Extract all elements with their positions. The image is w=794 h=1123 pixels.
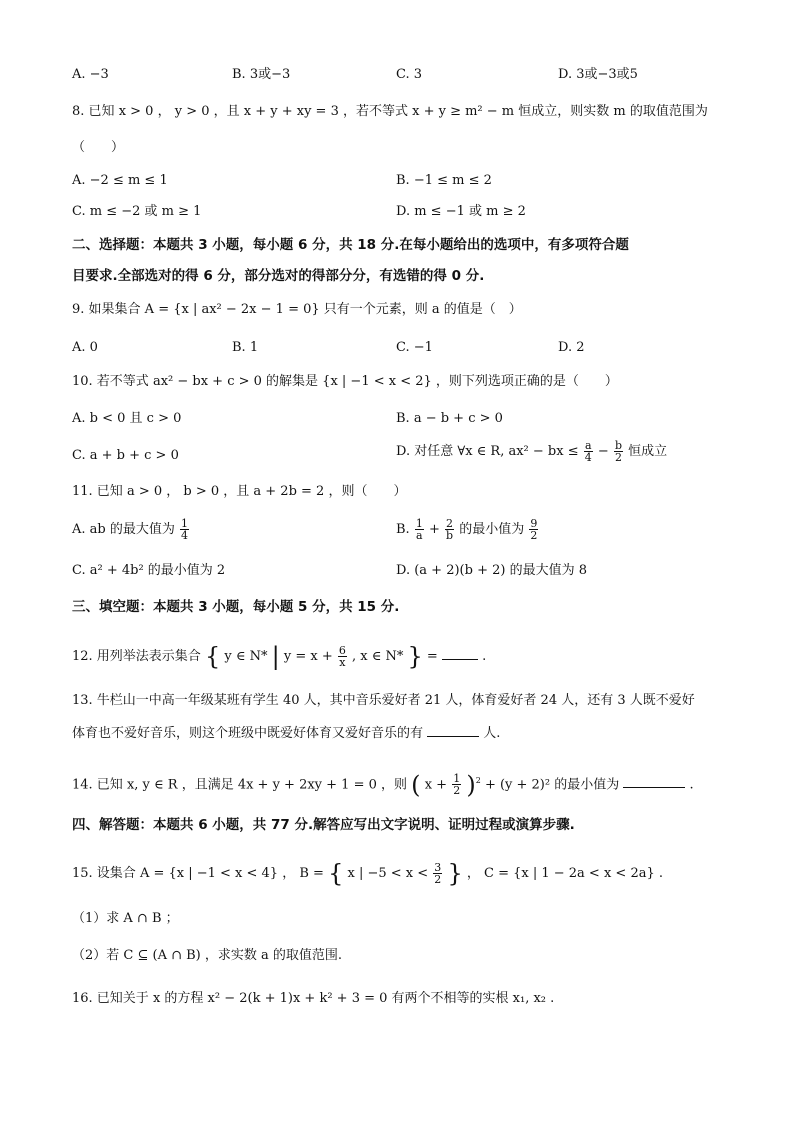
q12-end: . xyxy=(482,649,487,664)
q15-stem-a: 15. 设集合 A = {x | −1 < x < 4} ， B = xyxy=(72,866,324,881)
q16-stem: 16. 已知关于 x 的方程 x² − 2(k + 1)x + k² + 3 = 0 有两个不相等的实根 x₁, x₂ . xyxy=(72,991,555,1006)
q11-option-a xyxy=(72,518,190,541)
q14-end: . xyxy=(689,777,694,793)
section4-heading: 四、解答题：本题共 6 小题，共 77 分.解答应写出文字说明、证明过程或演算步骤. xyxy=(72,817,575,833)
q14-answer-blank[interactable] xyxy=(623,775,685,788)
q12-set-right-b: , x ∈ N* xyxy=(352,649,404,664)
section2-heading-line2: 目要求.全部选对的得 6 分，部分选对的得部分分，有选错的得 0 分. xyxy=(72,268,485,284)
q8-paren: （ ） xyxy=(72,140,125,155)
q10-stem: 10. 若不等式 ax² − bx + c > 0 的解集是 {x | −1 < x < 2} ，则下列选项正确的是（ ） xyxy=(72,374,618,389)
q15-stem xyxy=(72,859,663,888)
q10-option-a: A. b < 0 且 c > 0 xyxy=(72,411,182,426)
q14-stem-text: 14. 已知 x, y ∈ R ，且满足 4x + y + 2xy + 1 = 0 ，则 xyxy=(72,777,408,793)
q9-option-a: A. 0 xyxy=(72,340,98,355)
q7-option-a: A. −3 xyxy=(72,67,109,82)
q11-stem: 11. 已知 a > 0 ， b > 0 ，且 a + 2b = 2 ，则（ ） xyxy=(72,484,407,499)
q8-option-a: A. −2 ≤ m ≤ 1 xyxy=(72,173,168,188)
section2-heading-line1: 二、选择题：本题共 3 小题，每小题 6 分，共 18 分.在每小题给出的选项中，有多项符合题 xyxy=(72,237,629,253)
q12-stem-text: 12. 用列举法表示集合 xyxy=(72,649,201,664)
q11-b-fraction-2: $\frac{2}{b}$ xyxy=(446,517,454,542)
q12-stem xyxy=(72,642,487,671)
q10-option-d xyxy=(396,440,667,463)
q12-divider: | xyxy=(271,642,280,671)
q11-option-b xyxy=(396,518,539,541)
q11-a-fraction: $\frac{1}{4}$ xyxy=(181,517,188,542)
q15-left-brace: { xyxy=(328,859,344,888)
q12-set-right-a: y = x + xyxy=(283,649,333,664)
q15-set-b: x | −5 < x < xyxy=(347,866,429,881)
q7-option-b: B. 3或−3 xyxy=(232,67,291,82)
q8-option-b: B. −1 ≤ m ≤ 2 xyxy=(396,173,492,188)
q14-right-paren: ) xyxy=(466,770,476,799)
q8-number: 8. 已知 xyxy=(72,104,115,119)
q11-b-value-fraction: $\frac{9}{2}$ xyxy=(530,517,538,542)
q15-right-brace: } xyxy=(447,859,463,888)
q14-fraction: $\frac{1}{2}$ xyxy=(453,772,461,798)
q9-option-b: B. 1 xyxy=(232,340,259,355)
q11-b-plus: + xyxy=(428,522,440,537)
q13-line2-text: 体育也不爱好音乐，则这个班级中既爱好体育又爱好音乐的有 xyxy=(72,726,424,741)
q10-option-c: C. a + b + c > 0 xyxy=(72,448,179,463)
q9-stem: 9. 如果集合 A = {x | ax² − 2x − 1 = 0} 只有一个元素，则 a 的值是（ ） xyxy=(72,302,522,317)
q9-option-d: D. 2 xyxy=(558,340,585,355)
q9-option-c: C. −1 xyxy=(396,340,433,355)
q14-expr-b: + (y + 2)² 的最小值为 xyxy=(484,777,620,793)
q11-option-a-text: A. ab 的最大值为 xyxy=(72,522,175,537)
q14-stem xyxy=(72,770,694,799)
q11-b-fraction-1: $\frac{1}{a}$ xyxy=(415,517,423,542)
q10-d-tail: 恒成立 xyxy=(628,444,668,459)
q10-d-fraction-b: $\frac{b}{2}$ xyxy=(614,439,622,464)
q13-line2 xyxy=(72,724,500,743)
q11-option-c: C. a² + 4b² 的最小值为 2 xyxy=(72,563,226,578)
q12-left-brace: { xyxy=(204,642,221,671)
q14-square: 2 xyxy=(475,776,481,785)
q11-option-b-label: B. xyxy=(396,522,410,537)
q8-option-d: D. m ≤ −1 或 m ≥ 2 xyxy=(396,204,526,219)
q8-condition: x > 0 ， y > 0 ，且 x + y + xy = 3 ，若不等式 x + y ≥ m² − m 恒成立，则实数 m 的取值范围为 xyxy=(118,104,708,119)
q10-d-fraction-a: $\frac{a}{4}$ xyxy=(584,439,592,464)
q12-fraction: $\frac{6}{x}$ xyxy=(338,644,346,669)
q15-fraction: $\frac{3}{2}$ xyxy=(434,861,442,886)
section3-heading: 三、填空题：本题共 3 小题，每小题 5 分，共 15 分. xyxy=(72,599,400,615)
q10-option-b: B. a − b + c > 0 xyxy=(396,411,503,426)
q15-stem-b: ， C = {x | 1 − 2a < x < 2a} . xyxy=(466,866,663,881)
q15-part2: （2）若 C ⊆ (A ∩ B) ，求实数 a 的取值范围. xyxy=(72,948,343,963)
q7-option-d: D. 3或−3或5 xyxy=(558,67,638,82)
q12-equals: = xyxy=(426,649,438,664)
q7-option-c: C. 3 xyxy=(396,67,423,82)
q10-option-d-text: D. 对任意 ∀x ∈ R, ax² − bx ≤ xyxy=(396,444,579,459)
q11-option-b-text: 的最小值为 xyxy=(459,522,525,537)
q13-line1: 13. 牛栏山一中高一年级某班有学生 40 人，其中音乐爱好者 21 人，体育爱好者 24 人，还有 3 人既不爱好 xyxy=(72,693,695,708)
q11-option-d: D. (a + 2)(b + 2) 的最大值为 8 xyxy=(396,563,587,578)
q12-answer-blank[interactable] xyxy=(442,647,478,660)
q12-right-brace: } xyxy=(407,642,423,671)
q8-option-c: C. m ≤ −2 或 m ≥ 1 xyxy=(72,204,202,219)
q13-answer-blank[interactable] xyxy=(427,724,479,737)
q14-left-paren: ( xyxy=(411,770,421,799)
q10-d-minus: − xyxy=(597,444,609,459)
q14-expr-a: x + xyxy=(424,777,448,793)
q13-line2-end: 人. xyxy=(483,726,501,741)
q12-set-left: y ∈ N* xyxy=(224,649,268,664)
q8-stem xyxy=(72,103,708,121)
q15-part1: （1）求 A ∩ B ； xyxy=(72,911,179,926)
